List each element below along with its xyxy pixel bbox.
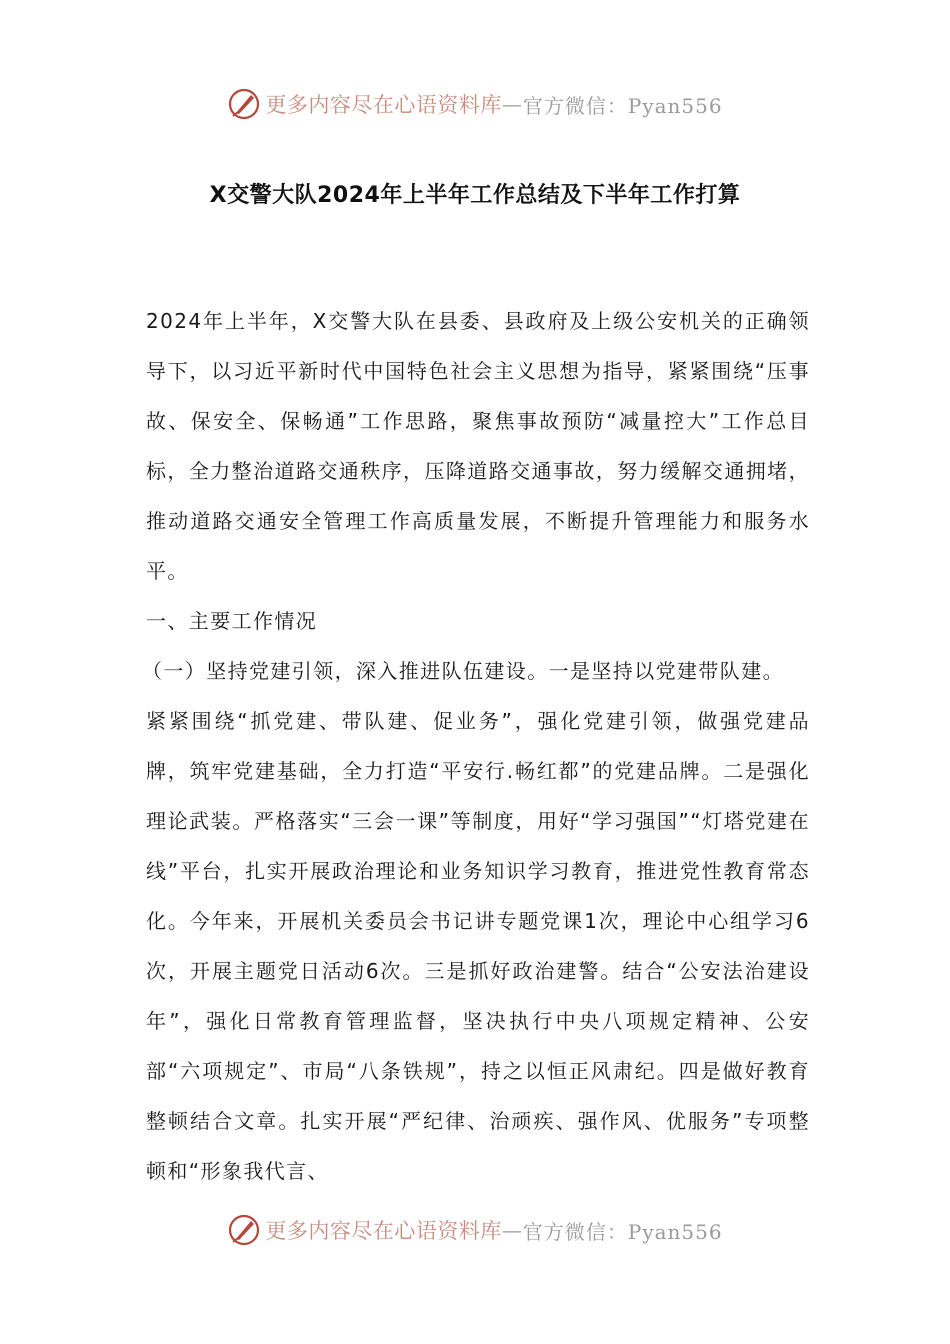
- watermark-contact: 官方微信：Pyan556: [522, 1219, 723, 1244]
- watermark-dash: —: [501, 92, 523, 116]
- watermark-brand: 更多内容尽在心语资料库: [265, 93, 502, 117]
- watermark-contact: 官方微信：Pyan556: [522, 93, 723, 118]
- watermark-brand: 更多内容尽在心语资料库: [265, 1219, 502, 1243]
- feather-pen-logo-icon: [227, 1213, 261, 1247]
- intro-paragraph: 2024年上半年，X交警大队在县委、县政府及上级公安机关的正确领导下，以习近平新时代中国特色社会主义思想为指导，紧紧围绕“压事故、保安全、保畅通”工作思路，聚焦事故预防“减量控大”工作总目标，全力整治道路交通秩序，压降道路交通事故，努力缓解交通拥堵，推动道路交通安全管理工作高质量发展，不断提升管理能力和服务水平。: [146, 309, 810, 583]
- subsection-heading-line: （一）坚持党建引领，深入推进队伍建设。一是坚持以党建带队建。: [142, 659, 784, 683]
- section-heading: 一、主要工作情况: [146, 609, 318, 633]
- watermark-dash: —: [501, 1218, 523, 1242]
- feather-pen-logo-icon: [227, 87, 261, 121]
- watermark-banner-bottom: [0, 1210, 950, 1250]
- document-title: X交警大队2024年上半年工作总结及下半年工作打算: [209, 183, 741, 208]
- watermark-banner-top: [0, 84, 950, 124]
- subsection-paragraph: 紧紧围绕“抓党建、带队建、促业务”，强化党建引领，做强党建品牌，筑牢党建基础，全力打造“平安行.畅红都”的党建品牌。二是强化理论武装。严格落实“三会一课”等制度，用好“学习强国”“灯塔党建在线”平台，扎实开展政治理论和业务知识学习教育，推进党性教育常态化。今年来，开展机关委员会书记讲专题党课1次，理论中心组学习6次，开展主题党日活动6次。三是抓好政治建警。结合“公安法治建设年”，强化日常教育管理监督，坚决执行中央八项规定精神、公安部“六项规定”、市局“八条铁规”，持之以恒正风肃纪。四是做好教育整顿结合文章。扎实开展“严纪律、治顽疾、强作风、优服务”专项整顿和“形象我代言、: [146, 709, 810, 1183]
- document-body: [142, 296, 810, 1196]
